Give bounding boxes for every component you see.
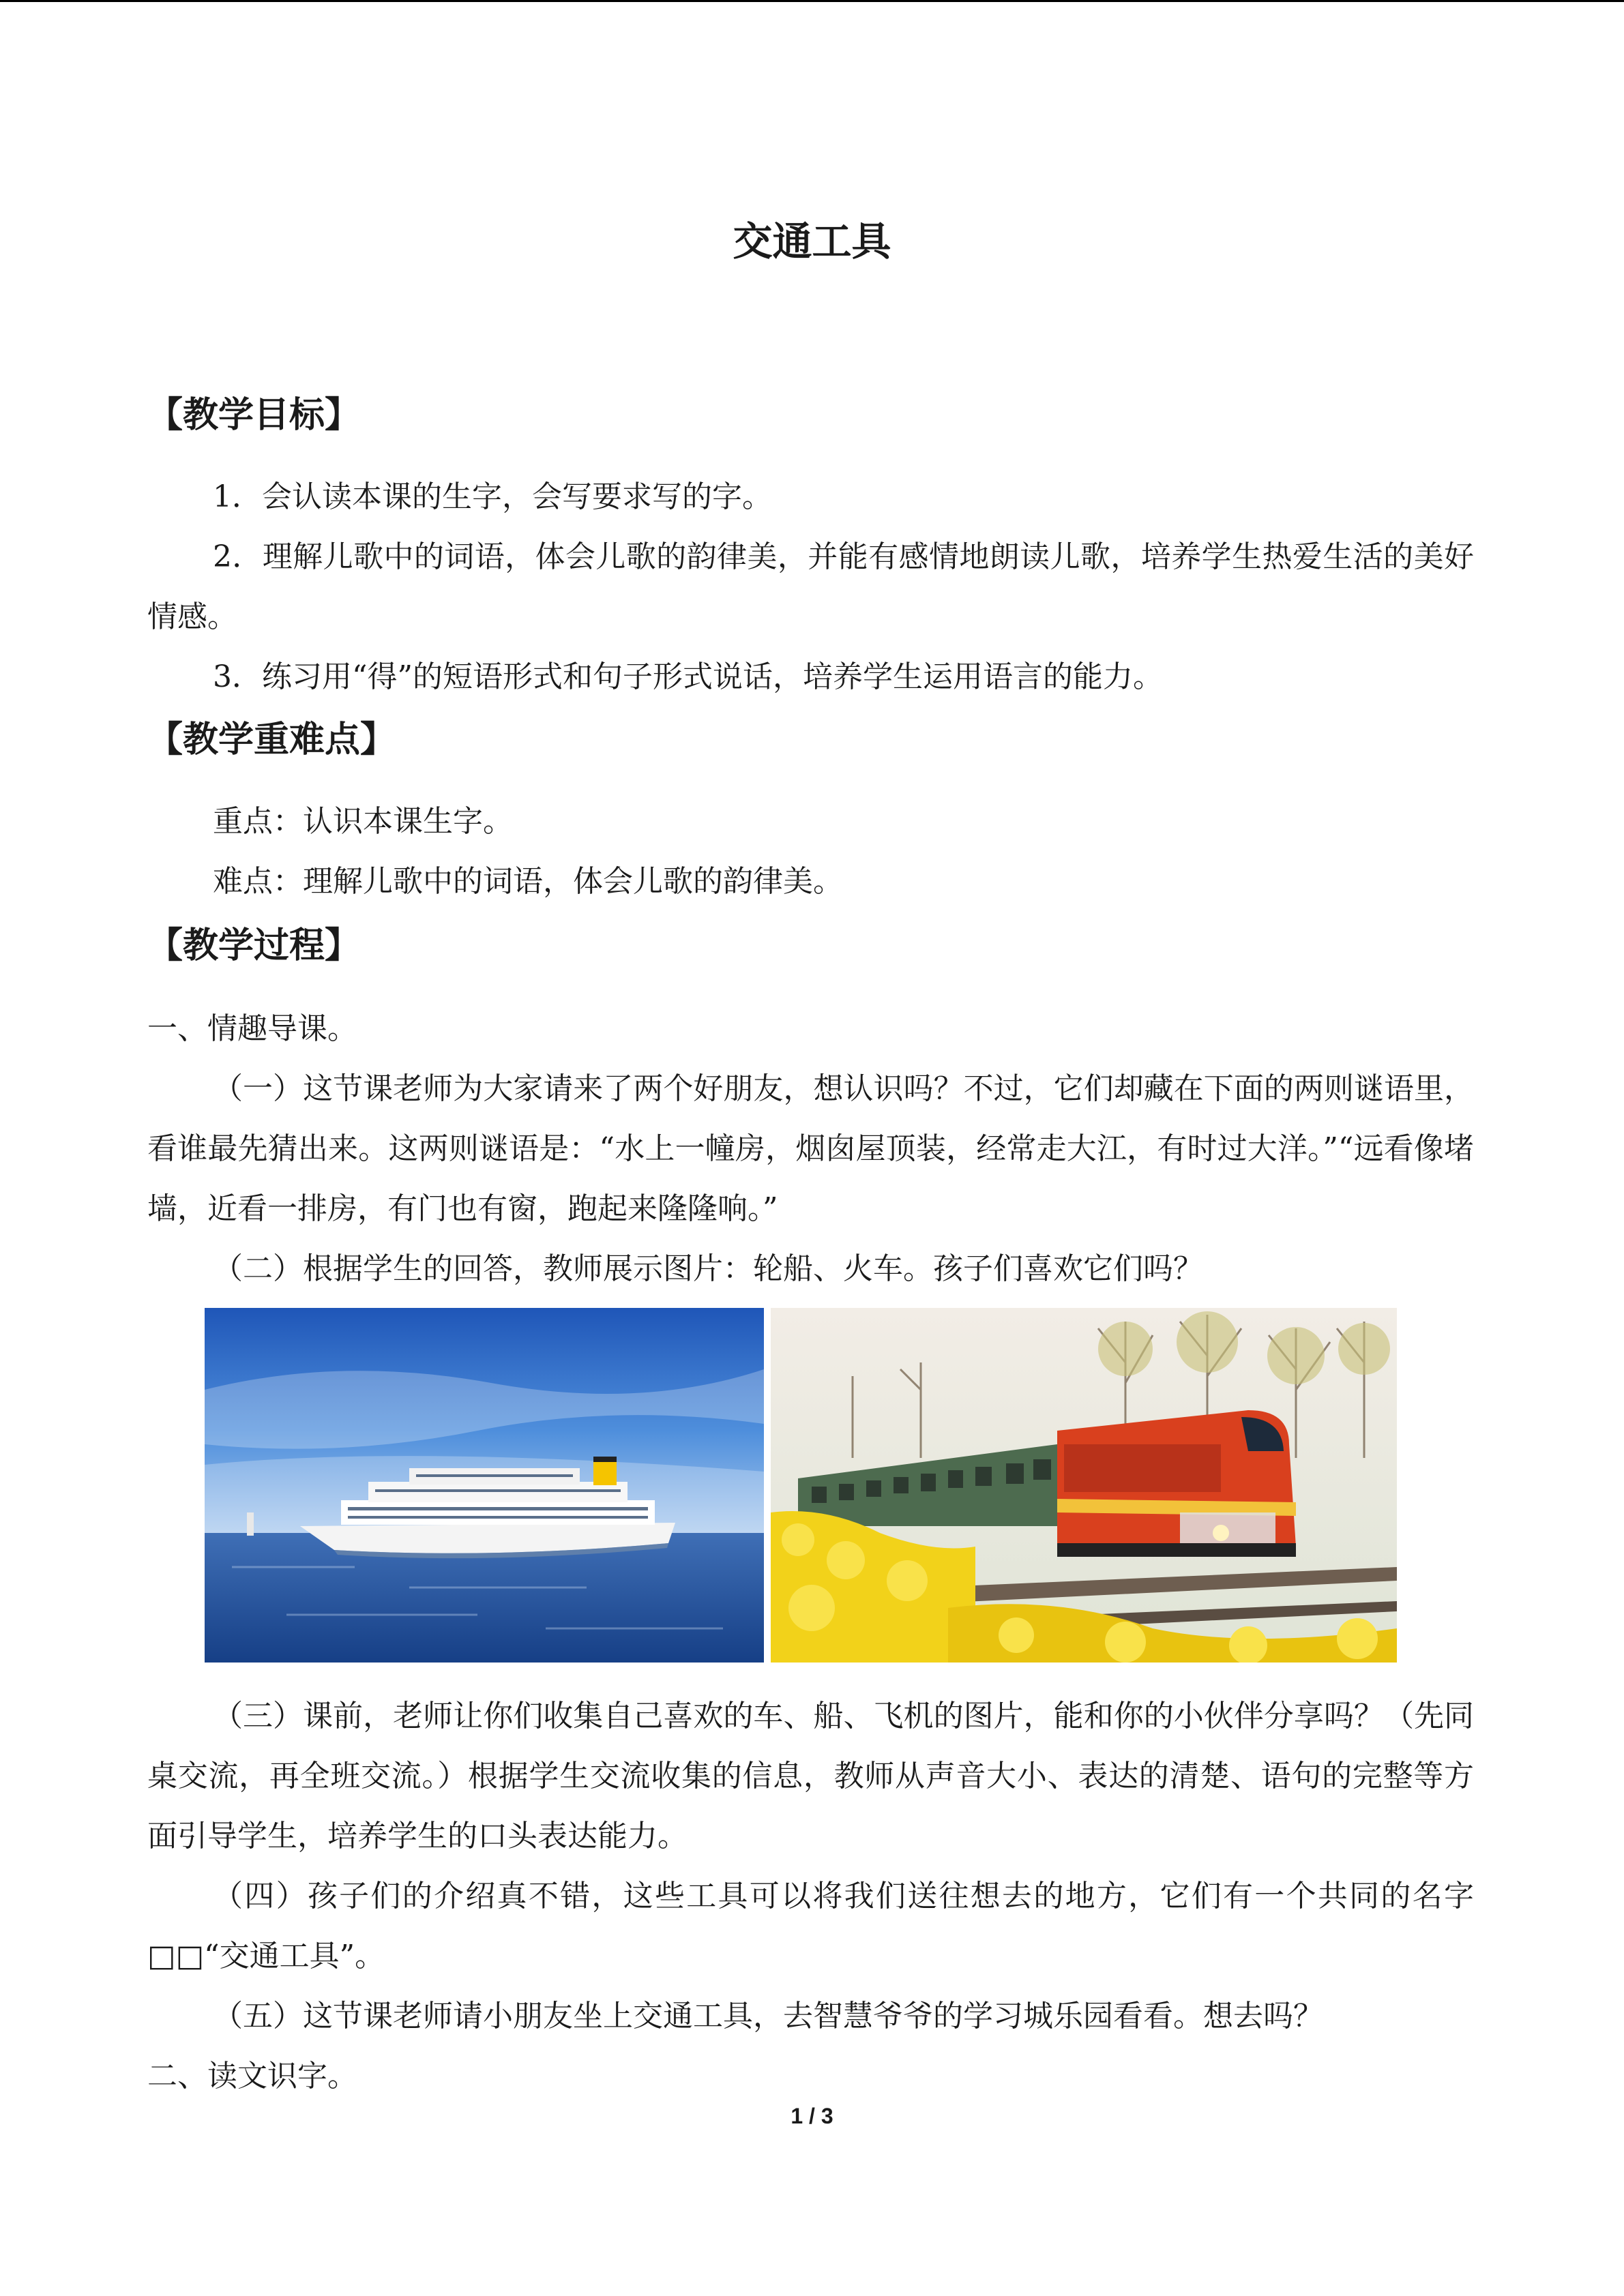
page-title: 交通工具 [733, 218, 891, 265]
process-paragraph-5: （五）这节课老师请小朋友坐上交通工具，去智慧爷爷的学习城乐园看看。想去吗？ [213, 1999, 1323, 2033]
goal-item-3: 3．练习用“得”的短语形式和句子形式说话，培养学生运用语言的能力。 [213, 659, 1163, 694]
train-photo [771, 1308, 1397, 1663]
section-heading-process: 【教学过程】 [147, 925, 361, 966]
goal-item-1: 1．会认读本课的生字，会写要求写的字。 [213, 479, 772, 514]
ship-photo [205, 1308, 764, 1663]
page-number: 1 / 3 [791, 2104, 833, 2128]
goal-item-2: 2．理解儿歌中的词语，体会儿歌的韵律美，并能有感情地朗读儿歌，培养学生热爱生活的美好情感。 [147, 539, 1474, 634]
key-point-focus: 重点：认识本课生字。 [213, 804, 513, 839]
section-heading-key-points: 【教学重难点】 [147, 719, 396, 760]
key-point-difficulty: 难点：理解儿歌中的词语，体会儿歌的韵律美。 [213, 864, 843, 899]
process-paragraph-3: （三）课前，老师让你们收集自己喜欢的车、船、飞机的图片，能和你的小伙伴分享吗？（先同桌交流，再全班交流。）根据学生交流收集的信息，教师从声音大小、表达的清楚、语句的完整等方面引导学生，培养学生的口头表达能力。 [147, 1699, 1474, 1853]
process-step-2: 二、读文识字。 [147, 2059, 357, 2093]
section-heading-goals: 【教学目标】 [147, 394, 361, 436]
vehicle-figure [205, 1308, 1397, 1663]
process-step-1: 一、情趣导课。 [147, 1011, 357, 1046]
process-paragraph-4: （四）孩子们的介绍真不错，这些工具可以将我们送往想去的地方，它们有一个共同的名字□□“交通工具”。 [147, 1879, 1474, 1973]
process-paragraph-2: （二）根据学生的回答，教师展示图片：轮船、火车。孩子们喜欢它们吗？ [213, 1251, 1203, 1286]
process-paragraph-1: （一）这节课老师为大家请来了两个好朋友，想认识吗？不过，它们却藏在下面的两则谜语里，看谁最先猜出来。这两则谜语是：“水上一幢房，烟囱屋顶装，经常走大江，有时过大洋。”“远看像堵墙，近看一排房，有门也有窗，跑起来隆隆响。” [147, 1071, 1474, 1226]
